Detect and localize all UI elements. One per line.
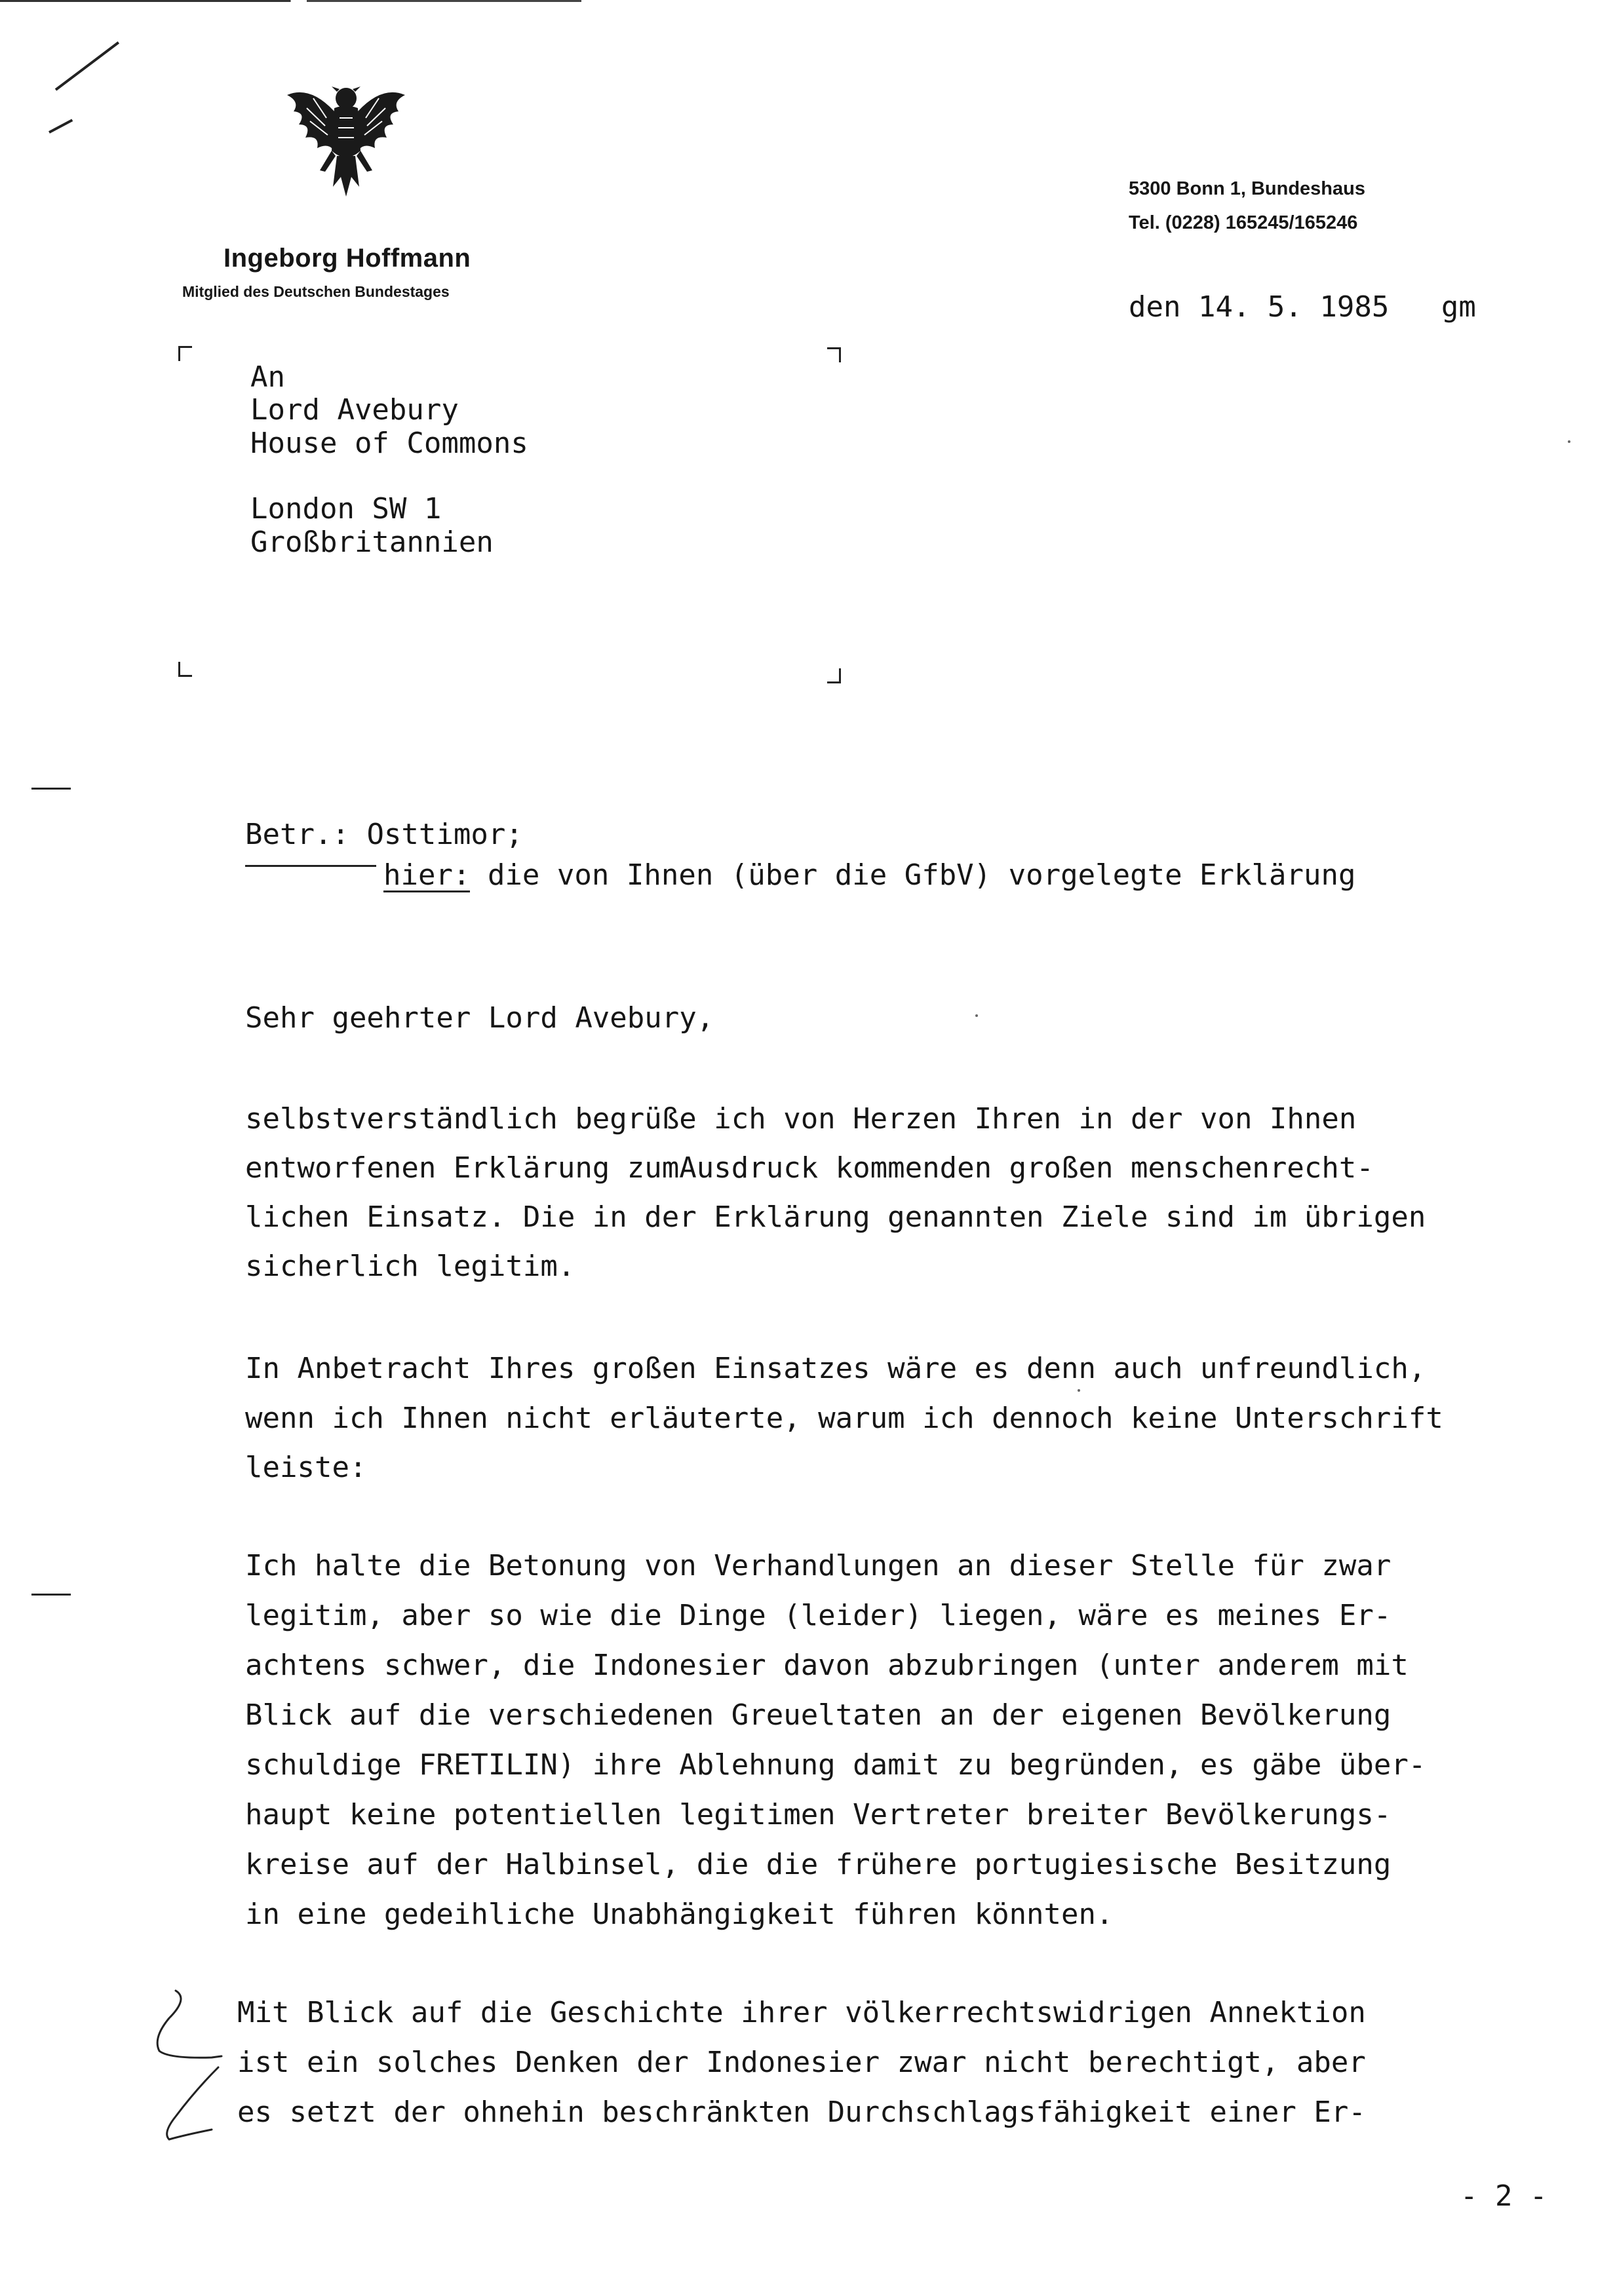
- paragraph-line: Mit Blick auf die Geschichte ihrer völkerrechtswidrigen Annektion: [237, 1996, 1366, 2029]
- paragraph-line: Blick auf die verschiedenen Greueltaten an der eigenen Bevölkerung: [245, 1698, 1391, 1732]
- page-number: - 2 -: [1460, 2179, 1547, 2213]
- subject-topic: Osttimor;: [349, 818, 523, 851]
- scan-speck: [975, 1014, 978, 1017]
- scan-speck: [1078, 1389, 1080, 1392]
- paragraph-line: leiste:: [245, 1451, 367, 1484]
- sender-name: Ingeborg Hoffmann: [224, 244, 471, 273]
- paragraph-line: Ich halte die Betonung von Verhandlungen an dieser Stelle für zwar: [245, 1549, 1391, 1582]
- handwritten-slash-tail: [49, 119, 73, 133]
- fold-mark: [31, 788, 71, 790]
- paragraph-line: in eine gedeihliche Unabhängigkeit führen könnten.: [245, 1898, 1114, 1931]
- address-window-corner: [827, 668, 841, 683]
- address-window-corner: [178, 346, 192, 361]
- address-window-corner: [178, 662, 192, 677]
- subject-underline: [245, 865, 376, 867]
- punch-mark: [31, 1594, 71, 1596]
- sender-address: 5300 Bonn 1, Bundeshaus: [1129, 178, 1365, 199]
- recipient-line: London SW 1: [250, 492, 442, 526]
- handwritten-slash-mark: [55, 41, 119, 90]
- paragraph-line: entworfenen Erklärung zumAusdruck kommenden großen menschenrecht-: [245, 1151, 1374, 1185]
- paragraph-line: ist ein solches Denken der Indonesier zwar nicht berechtigt, aber: [237, 2046, 1366, 2079]
- address-window-corner: [827, 347, 841, 362]
- paragraph-line: haupt keine potentiellen legitimen Vertreter breiter Bevölkerungs-: [245, 1798, 1391, 1831]
- subject-line: [245, 818, 523, 851]
- salutation: Sehr geehrter Lord Avebury,: [245, 1001, 714, 1035]
- paragraph-line: legitim, aber so wie die Dinge (leider) liegen, wäre es meines Er-: [245, 1599, 1391, 1632]
- hier-label: hier:: [383, 858, 471, 892]
- recipient-line: Lord Avebury: [250, 393, 459, 427]
- paragraph-line: achtens schwer, die Indonesier davon abzubringen (unter anderem mit: [245, 1649, 1409, 1682]
- paragraph-line: lichen Einsatz. Die in der Erklärung genannten Ziele sind im übrigen: [245, 1200, 1426, 1234]
- subject-label: Betr.:: [245, 818, 349, 851]
- recipient-line: House of Commons: [250, 427, 528, 460]
- paragraph-line: sicherlich legitim.: [245, 1250, 575, 1283]
- sender-role: Mitglied des Deutschen Bundestages: [182, 283, 450, 300]
- paragraph-line: In Anbetracht Ihres großen Einsatzes wäre es denn auch unfreundlich,: [245, 1352, 1426, 1385]
- handwritten-margin-bracket: [149, 1985, 235, 2156]
- federal-eagle-icon: [274, 72, 418, 206]
- hier-text: die von Ihnen (über die GfbV) vorgelegte Erklärung: [470, 858, 1356, 892]
- subject-detail-line: [383, 858, 1355, 892]
- sender-phone: Tel. (0228) 165245/165246: [1129, 212, 1358, 233]
- scan-speck: [1568, 440, 1570, 443]
- recipient-line: An: [250, 360, 285, 394]
- paragraph-line: schuldige FRETILIN) ihre Ablehnung damit zu begründen, es gäbe über-: [245, 1748, 1426, 1782]
- paragraph-line: es setzt der ohnehin beschränkten Durchschlagsfähigkeit einer Er-: [237, 2095, 1366, 2129]
- letter-date: den 14. 5. 1985 gm: [1129, 290, 1476, 324]
- paragraph-line: wenn ich Ihnen nicht erläuterte, warum ich dennoch keine Unterschrift: [245, 1402, 1443, 1435]
- recipient-line: Großbritannien: [250, 526, 494, 559]
- top-edge-rule: [0, 0, 1615, 2]
- paragraph-line: selbstverständlich begrüße ich von Herzen Ihren in der von Ihnen: [245, 1102, 1357, 1136]
- paragraph-line: kreise auf der Halbinsel, die die frühere portugiesische Besitzung: [245, 1848, 1391, 1881]
